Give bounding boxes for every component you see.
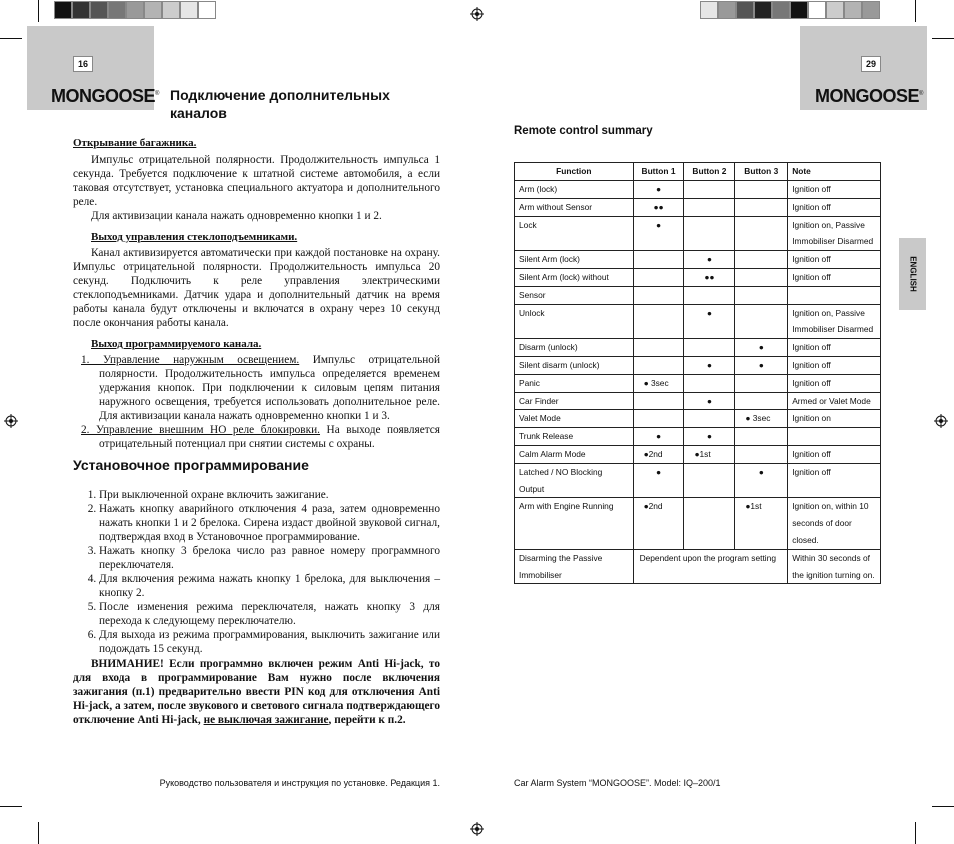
table-row (515, 410, 881, 428)
paragraph: Канал активизируется автоматически при каждой постановке на охрану. Импульс отрицательной полярности. Продолжительность импульса 20 секунд. Подключить к реле управления электрическими стеклоподъемниками. Датчик удара и дополнительный датчик на время работы канала будут отключены и включатся в охрану через 10 секунд после окончания работы канала. (73, 247, 440, 329)
programming-steps (73, 488, 440, 727)
table-header-cell: Button 2 (684, 163, 735, 181)
list-item (73, 353, 440, 423)
table-cell: Unlock (515, 304, 634, 339)
table-cell: Ignition on, Passive Immobiliser Disarmed (788, 304, 881, 339)
table-cell (684, 374, 735, 392)
registration-mark-bottom-icon (470, 822, 484, 836)
color-swatch (844, 1, 862, 19)
mongoose-logo-right (815, 86, 923, 107)
crop-mark (915, 822, 916, 844)
warning-text: ВНИМАНИЕ! Если программно включен режим Anti Hi-jack, то для входа в программирование Вам нужно после включения зажигания (п.1) предварительно ввести PIN код для отключения Anti Hi-jack, а затем, после звукового и светового сигнала подтверждающего отключение Anti Hi-jack, (73, 658, 440, 726)
table-cell: Ignition on, Passive Immobiliser Disarmed (788, 216, 881, 251)
crop-mark (932, 38, 954, 39)
table-header-row (515, 163, 881, 181)
logo-text: MONGOOSE (51, 86, 156, 106)
steps-list (73, 488, 440, 656)
registration-mark-top-icon (470, 7, 484, 21)
color-swatch (736, 1, 754, 19)
table-cell (633, 286, 684, 304)
list-item: 6. Для выхода из режима программирования, выключить зажигание или подождать 15 секунд. (99, 628, 440, 656)
table-cell: ● (633, 463, 684, 498)
table-row (515, 216, 881, 251)
table-row (515, 374, 881, 392)
warning (73, 657, 440, 727)
table-cell (735, 374, 788, 392)
color-swatch (198, 1, 216, 19)
registered-mark: ® (155, 91, 159, 97)
table-cell (633, 251, 684, 269)
list-item-underlined: 1. Управление наружным освещением. (81, 354, 300, 366)
table-cell (735, 216, 788, 251)
table-cell (788, 428, 881, 446)
table-row (515, 356, 881, 374)
table-cell (735, 198, 788, 216)
table-row (515, 445, 881, 463)
table-cell: ● (735, 356, 788, 374)
table-cell (735, 304, 788, 339)
table-cell: Latched / NO Blocking Output (515, 463, 634, 498)
crop-mark (0, 38, 22, 39)
table-cell (735, 286, 788, 304)
table-cell (633, 392, 684, 410)
table-cell: Ignition off (788, 463, 881, 498)
table-cell (735, 428, 788, 446)
table-cell: ● (684, 428, 735, 446)
table-row (515, 198, 881, 216)
table-cell: ● (684, 356, 735, 374)
table-cell (684, 339, 735, 357)
table-cell (633, 339, 684, 357)
table-cell: ● (684, 251, 735, 269)
table-cell (633, 304, 684, 339)
table-header-cell: Note (788, 163, 881, 181)
table-cell: Ignition on, within 10 seconds of door closed. (788, 498, 881, 549)
list-item-underlined: 2. Управление внешним НО реле блокировки. (81, 424, 321, 436)
table-cell: ●● (633, 198, 684, 216)
list-item-text: На выходе появляется отрицательный потенциал при снятии системы с охраны. (99, 424, 440, 450)
table-cell: ●● (684, 268, 735, 286)
table-row (515, 428, 881, 446)
table-cell: Ignition off (788, 251, 881, 269)
table-cell: Silent disarm (unlock) (515, 356, 634, 374)
table-row (515, 549, 881, 584)
paragraph: Импульс отрицательной полярности. Продолжительность импульса 1 секунда. Требуется подключение к штатной системе автомобиля, а если таковая отсутствует, установка специального актуатора и дополнительного реле. (73, 154, 440, 208)
table-cell: ● (633, 181, 684, 199)
left-body (73, 136, 440, 451)
section-heading: Выход программируемого канала. (91, 338, 262, 350)
table-cell (684, 463, 735, 498)
table-cell (684, 286, 735, 304)
section-heading: Выход управления стеклоподъемниками. (91, 231, 298, 243)
color-swatch (180, 1, 198, 19)
color-swatch (790, 1, 808, 19)
color-swatch (772, 1, 790, 19)
table-cell: Dependent upon the program setting (633, 549, 788, 584)
table-cell: ● 3sec (633, 374, 684, 392)
paragraph: Для активизации канала нажать одновременно кнопки 1 и 2. (91, 210, 382, 222)
color-swatch (126, 1, 144, 19)
table-cell: Ignition off (788, 339, 881, 357)
page-title: Подключение дополнительных каналов (170, 87, 390, 121)
table-cell: Ignition off (788, 374, 881, 392)
color-swatch (162, 1, 180, 19)
table-cell: Armed or Valet Mode (788, 392, 881, 410)
table-title: Remote control summary (514, 125, 653, 137)
table-cell: Sensor (515, 286, 634, 304)
logo-text: MONGOOSE (815, 86, 920, 106)
table-cell (735, 181, 788, 199)
table-header-cell: Button 1 (633, 163, 684, 181)
warning-end: , перейти к п.2. (328, 714, 406, 726)
table-cell (684, 498, 735, 549)
table-cell: Calm Alarm Mode (515, 445, 634, 463)
table-row (515, 286, 881, 304)
table-cell: ● (735, 339, 788, 357)
table-cell: Silent Arm (lock) (515, 251, 634, 269)
table-cell: Car Finder (515, 392, 634, 410)
table-row (515, 181, 881, 199)
table-cell (633, 268, 684, 286)
crop-mark (932, 806, 954, 807)
color-swatch (808, 1, 826, 19)
table-header-cell: Function (515, 163, 634, 181)
table-row (515, 339, 881, 357)
registration-mark-right-icon (934, 414, 948, 428)
table-row (515, 463, 881, 498)
color-swatch (72, 1, 90, 19)
table-cell: Silent Arm (lock) without (515, 268, 634, 286)
table-header-cell: Button 3 (735, 163, 788, 181)
table-cell: ● (684, 304, 735, 339)
table-cell: Ignition off (788, 181, 881, 199)
table-cell: Arm without Sensor (515, 198, 634, 216)
table-cell: Ignition off (788, 198, 881, 216)
table-cell: Trunk Release (515, 428, 634, 446)
color-swatch (826, 1, 844, 19)
list-item: 2. Нажать кнопку аварийного отключения 4 раза, затем одновременно нажать кнопки 1 и 2 брелока. Сирена издаст двойной звуковой сигнал, подтверждая вход в Установочное программирование. (99, 502, 440, 544)
table-cell: ● (633, 216, 684, 251)
table-cell: Ignition off (788, 445, 881, 463)
color-swatch (144, 1, 162, 19)
footer-right: Car Alarm System “MONGOOSE”. Model: IQ–200/1 (514, 778, 721, 788)
footer-left: Руководство пользователя и инструкция по установке. Редакция 1. (159, 778, 440, 788)
table-cell (735, 268, 788, 286)
list-item: 3. Нажать кнопку 3 брелока число раз равное номеру программного переключателя. (99, 544, 440, 572)
registration-mark-left-icon (4, 414, 18, 428)
table-cell (788, 286, 881, 304)
table-cell: Ignition off (788, 356, 881, 374)
table-cell: Arm (lock) (515, 181, 634, 199)
remote-control-table (514, 162, 881, 584)
table-row (515, 268, 881, 286)
table-cell: ●1st (684, 445, 735, 463)
list-item: 1. При выключенной охране включить зажигание. (99, 488, 440, 502)
table-cell: Valet Mode (515, 410, 634, 428)
list-item-text: Импульс отрицательной полярности. Продолжительность импульса определяется временем удержания кнопок. При подключении к силовым цепям питания наружного освещения, требуется использовать дополнительное реле. Для активизации канала нажать одновременно кнопки 1 и 3. (99, 354, 440, 422)
color-swatch (54, 1, 72, 19)
table-cell (633, 356, 684, 374)
crop-mark (38, 822, 39, 844)
language-tab-label: ENGLISH (908, 256, 917, 292)
table-cell (735, 445, 788, 463)
section-title: Установочное программирование (73, 457, 309, 473)
table-cell (684, 216, 735, 251)
mongoose-logo-left (51, 86, 159, 107)
table-cell: ●2nd (633, 498, 684, 549)
color-swatch (90, 1, 108, 19)
color-swatch (754, 1, 772, 19)
table-cell: Lock (515, 216, 634, 251)
table-cell: ● (735, 463, 788, 498)
language-tab (899, 238, 926, 310)
crop-mark (915, 0, 916, 22)
crop-mark (38, 0, 39, 22)
list-item (73, 423, 440, 451)
table-cell: Ignition off (788, 268, 881, 286)
color-swatch (700, 1, 718, 19)
table-cell: ● (684, 392, 735, 410)
table-row (515, 392, 881, 410)
section-heading: Открывание багажника. (73, 137, 197, 149)
color-swatch (108, 1, 126, 19)
page-number-right: 29 (861, 56, 881, 72)
table-cell: Within 30 seconds of the ignition turning on. (788, 549, 881, 584)
table-cell: Panic (515, 374, 634, 392)
table-row (515, 498, 881, 549)
list-item: 4. Для включения режима нажать кнопку 1 брелока, для выключения – кнопку 2. (99, 572, 440, 600)
page-number-left: 16 (73, 56, 93, 72)
table-cell (684, 181, 735, 199)
table-cell (633, 410, 684, 428)
registered-mark: ® (919, 91, 923, 97)
table-cell: Disarming the Passive Immobiliser (515, 549, 634, 584)
table-cell: ●2nd (633, 445, 684, 463)
table-cell (735, 392, 788, 410)
color-swatch (862, 1, 880, 19)
color-swatch (718, 1, 736, 19)
table-row (515, 304, 881, 339)
table-row (515, 251, 881, 269)
table-cell (684, 198, 735, 216)
table-cell: ● (633, 428, 684, 446)
table-cell: ● 3sec (735, 410, 788, 428)
table-cell (735, 251, 788, 269)
table-cell: ●1st (735, 498, 788, 549)
list-item: 5. После изменения режима переключателя, нажать кнопку 3 для перехода к следующему переключателю. (99, 600, 440, 628)
table-cell: Ignition on (788, 410, 881, 428)
crop-mark (0, 806, 22, 807)
table-cell: Arm with Engine Running (515, 498, 634, 549)
warning-underlined: не выключая зажигание (203, 714, 329, 726)
table-cell: Disarm (unlock) (515, 339, 634, 357)
table-cell (684, 410, 735, 428)
